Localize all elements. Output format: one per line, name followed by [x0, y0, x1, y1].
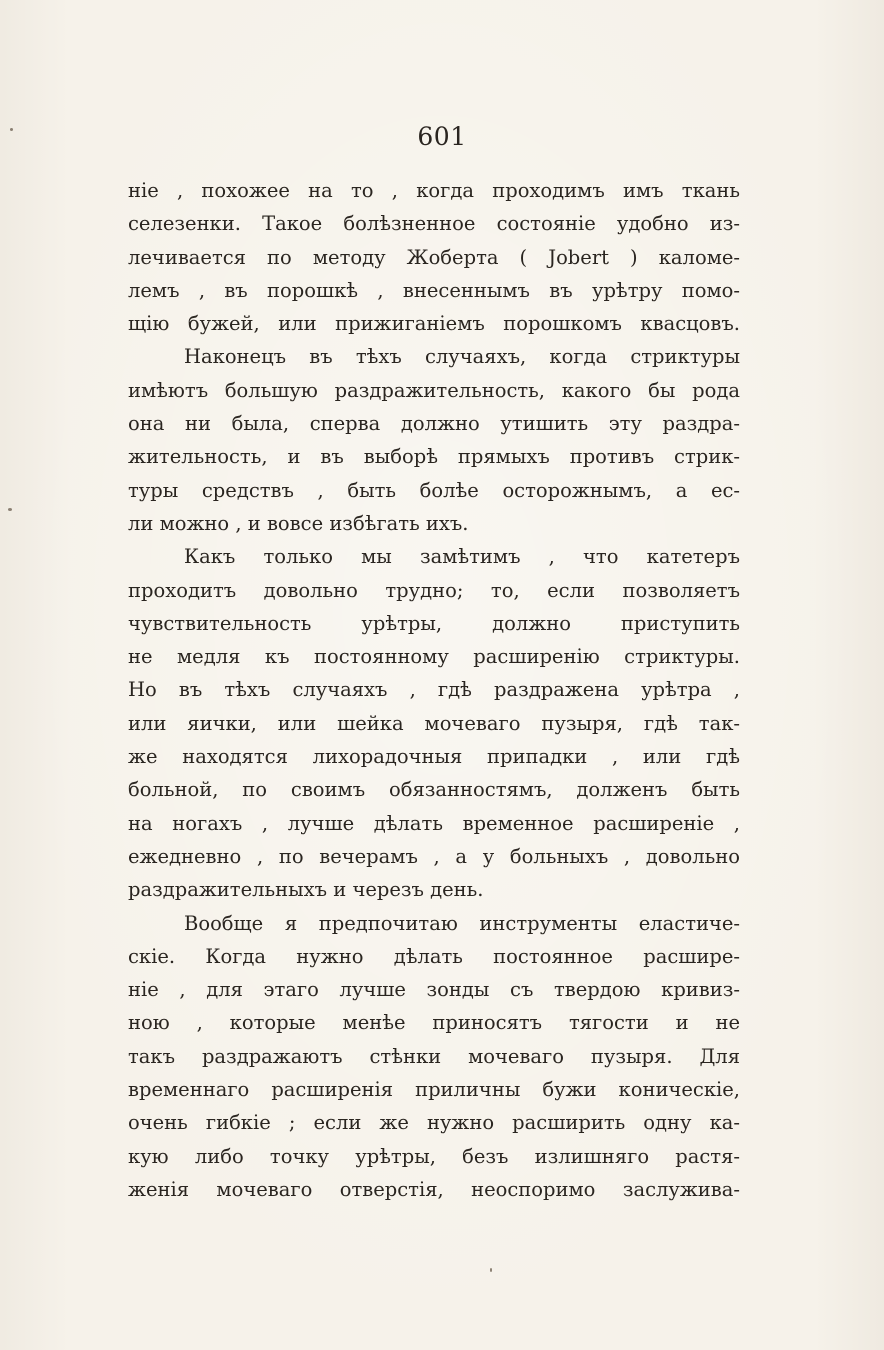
text-line: же находятся лихорадочныя припадки , или гдѣ: [128, 745, 740, 769]
text-line: лемъ , въ порошкѣ , внесеннымъ въ урѣтру помо-: [128, 278, 740, 302]
text-line: жительность, и въ выборѣ прямыхъ противъ стрик-: [128, 445, 740, 469]
text-line: ною , которые менѣе приносятъ тягости и не: [128, 1011, 740, 1035]
text-line: селезенки. Такое болѣзненное состояніе удобно из-: [128, 212, 740, 236]
paragraph-last-line: ли можно , и вовсе избѣгать ихъ.: [128, 511, 469, 535]
text-line: больной, по своимъ обязанностямъ, долженъ быть: [128, 778, 740, 802]
text-line: ніе , для этаго лучше зонды съ твердою кривиз-: [128, 978, 740, 1002]
text-line: скіе. Когда нужно дѣлать постоянное расшире-: [128, 944, 740, 968]
page-number: 601: [417, 122, 467, 151]
paper-speck: [10, 128, 13, 131]
text-line: ніе , похожее на то , когда проходимъ имъ ткань: [128, 179, 740, 202]
text-line: такъ раздражаютъ стѣнки мочеваго пузыря. Для: [128, 1044, 740, 1068]
text-line: чувствительность урѣтры, должно приступить: [128, 611, 740, 635]
text-line: Но въ тѣхъ случаяхъ , гдѣ раздражена урѣтра ,: [128, 678, 740, 702]
text-line: очень гибкіе ; если же нужно расширить одну ка-: [128, 1111, 740, 1135]
paragraph-first-line: Наконецъ въ тѣхъ случаяхъ, когда стриктуры: [184, 345, 740, 369]
paragraph-first-line: Вообще я предпочитаю инструменты еластиче-: [184, 911, 740, 935]
text-line: или яички, или шейка мочеваго пузыря, гдѣ так-: [128, 711, 740, 735]
text-line: не медля къ постоянному расширенію стриктуры.: [128, 645, 740, 669]
paragraph-last-line: раздражительныхъ и черезъ день.: [128, 878, 484, 902]
text-line: щію бужей, или прижиганіемъ порошкомъ квасцовъ.: [128, 312, 740, 336]
text-line: туры средствъ , быть болѣе осторожнымъ, а ес-: [128, 478, 740, 502]
text-line: проходитъ довольно трудно; то, если позволяетъ: [128, 578, 740, 602]
text-line: на ногахъ , лучше дѣлать временное расширеніе ,: [128, 811, 740, 835]
text-line: временнаго расширенія приличны бужи коническіе,: [128, 1078, 740, 1102]
paper-speck: [8, 508, 12, 511]
body-text: [128, 174, 740, 1206]
text-line: имѣютъ большую раздражительность, какого бы рода: [128, 378, 740, 402]
paragraph-first-line: Какъ только мы замѣтимъ , что катетеръ: [184, 545, 740, 569]
text-line: ежедневно , по вечерамъ , а у больныхъ , довольно: [128, 844, 740, 868]
paper-speck: [490, 1268, 492, 1272]
text-line: кую либо точку урѣтры, безъ излишняго растя-: [128, 1144, 740, 1168]
text-line: лечивается по методу Жоберта ( Jobert ) каломе-: [128, 245, 740, 269]
text-line: женія мочеваго отверстія, неоспоримо заслужива-: [128, 1177, 740, 1201]
text-line: она ни была, сперва должно утишить эту раздра-: [128, 412, 740, 436]
